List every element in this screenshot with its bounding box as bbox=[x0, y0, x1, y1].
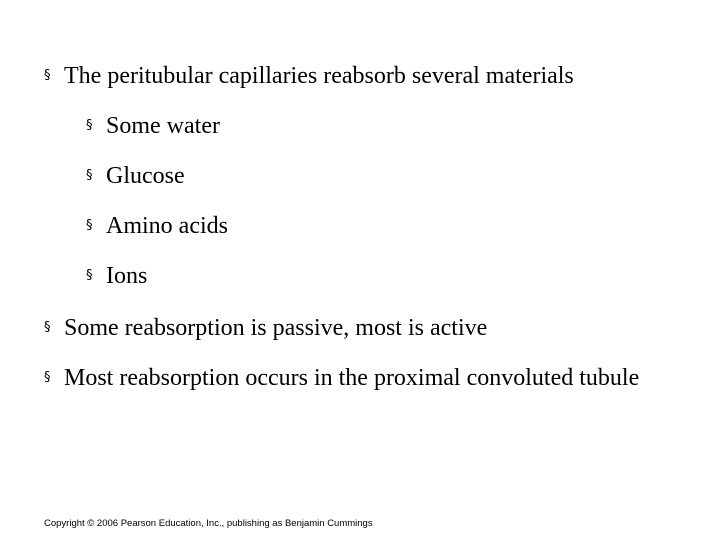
sub-bullet-glucose bbox=[86, 160, 646, 192]
bullet-text: Some reabsorption is passive, most is active bbox=[64, 315, 488, 341]
bullet-text: Most reabsorption occurs in the proximal convoluted tubule bbox=[64, 365, 640, 391]
bullet-text: Some water bbox=[106, 113, 220, 139]
bullet-marker-icon: § bbox=[86, 118, 93, 133]
bullet-marker-icon: § bbox=[86, 268, 93, 283]
bullet-text: The peritubular capillaries reabsorb several materials bbox=[64, 63, 574, 89]
bullet-text: Glucose bbox=[106, 163, 185, 189]
sub-bullet-some-water bbox=[86, 110, 646, 142]
sub-bullet-ions bbox=[86, 260, 646, 292]
bullet-text: Amino acids bbox=[106, 213, 228, 239]
sub-bullet-amino-acids bbox=[86, 210, 646, 242]
bullet-marker-icon: § bbox=[86, 168, 93, 183]
bullet-passive-active bbox=[44, 312, 684, 344]
bullet-marker-icon: § bbox=[44, 370, 51, 385]
copyright-notice: Copyright © 2006 Pearson Education, Inc., publishing as Benjamin Cummings bbox=[44, 518, 373, 529]
bullet-marker-icon: § bbox=[44, 320, 51, 335]
bullet-text: Ions bbox=[106, 263, 148, 289]
bullet-proximal-convoluted-tubule bbox=[44, 362, 684, 394]
bullet-marker-icon: § bbox=[86, 218, 93, 233]
bullet-peritubular-capillaries bbox=[44, 60, 684, 92]
bullet-marker-icon: § bbox=[44, 68, 51, 83]
